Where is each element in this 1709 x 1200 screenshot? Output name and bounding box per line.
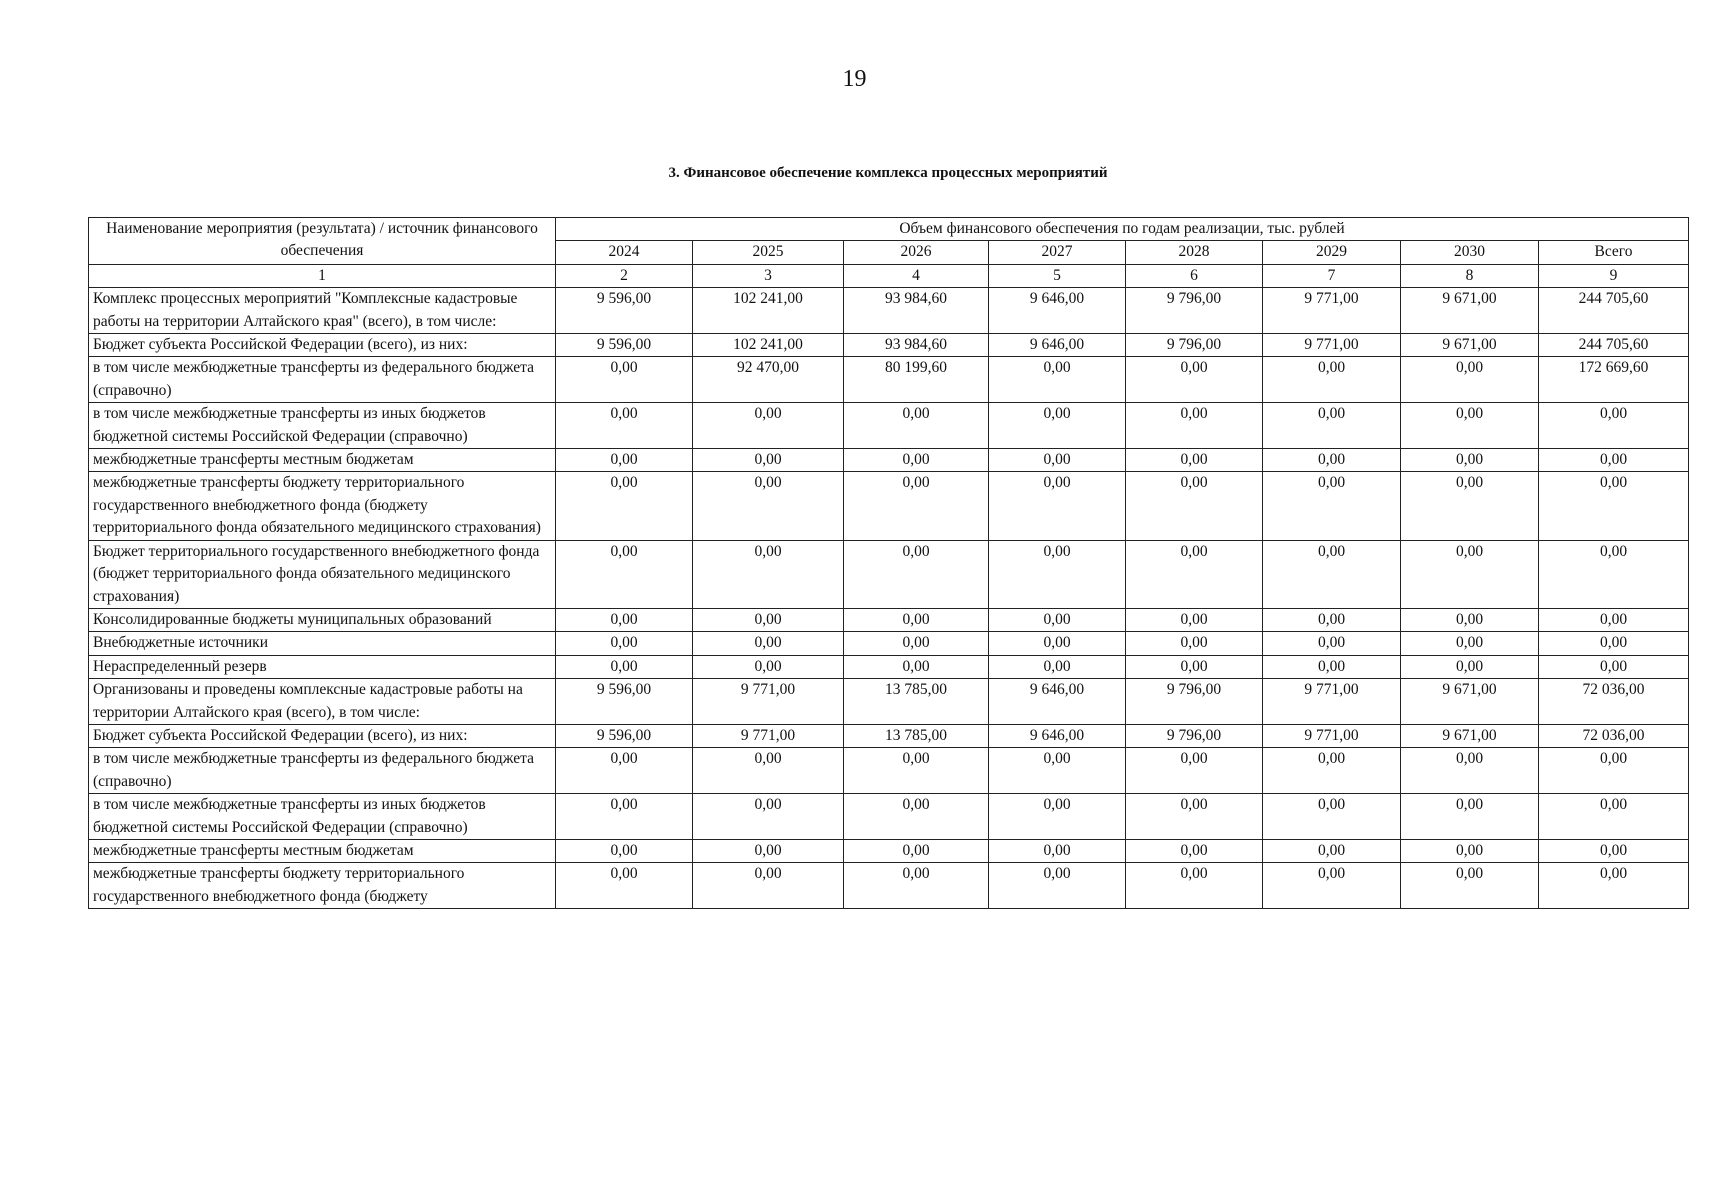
row-label: в том числе межбюджетные трансферты из иных бюджетов бюджетной системы Российской Федерации (справочно) <box>89 794 556 840</box>
total-header: Всего <box>1539 241 1689 264</box>
row-year-value: 0,00 <box>989 357 1126 403</box>
row-label: межбюджетные трансферты местным бюджетам <box>89 839 556 862</box>
table-row <box>89 724 1689 747</box>
table-row <box>89 540 1689 608</box>
row-year-value: 0,00 <box>989 449 1126 472</box>
row-year-value: 0,00 <box>1263 794 1401 840</box>
row-year-value: 0,00 <box>989 794 1126 840</box>
header-volume-cell: Объем финансового обеспечения по годам реализации, тыс. рублей <box>556 218 1689 241</box>
row-year-value: 0,00 <box>693 863 844 909</box>
column-number: 2 <box>556 264 693 287</box>
row-year-value: 0,00 <box>989 608 1126 631</box>
row-year-value: 13 785,00 <box>844 679 989 725</box>
section-title: 3. Финансовое обеспечение комплекса процессных мероприятий <box>668 165 1108 181</box>
row-year-value: 9 796,00 <box>1126 724 1263 747</box>
row-total-value: 0,00 <box>1539 794 1689 840</box>
row-year-value: 0,00 <box>556 863 693 909</box>
row-year-value: 9 671,00 <box>1401 334 1539 357</box>
year-header: 2028 <box>1126 241 1263 264</box>
row-total-value: 0,00 <box>1539 863 1689 909</box>
row-year-value: 0,00 <box>1126 655 1263 678</box>
row-year-value: 0,00 <box>989 839 1126 862</box>
table-row <box>89 357 1689 403</box>
row-year-value: 9 771,00 <box>1263 679 1401 725</box>
row-year-value: 0,00 <box>844 794 989 840</box>
row-label: в том числе межбюджетные трансферты из иных бюджетов бюджетной системы Российской Федерации (справочно) <box>89 403 556 449</box>
financing-table <box>88 217 1689 909</box>
table-row <box>89 334 1689 357</box>
row-label: Организованы и проведены комплексные кадастровые работы на территории Алтайского края (всего), в том числе: <box>89 679 556 725</box>
row-year-value: 9 596,00 <box>556 288 693 334</box>
year-header: 2029 <box>1263 241 1401 264</box>
table-row <box>89 449 1689 472</box>
row-year-value: 93 984,60 <box>844 334 989 357</box>
row-year-value: 0,00 <box>989 632 1126 655</box>
row-total-value: 0,00 <box>1539 655 1689 678</box>
row-year-value: 0,00 <box>556 632 693 655</box>
row-year-value: 0,00 <box>1401 748 1539 794</box>
row-year-value: 0,00 <box>989 863 1126 909</box>
row-year-value: 0,00 <box>1401 540 1539 608</box>
row-year-value: 0,00 <box>693 608 844 631</box>
row-year-value: 0,00 <box>1263 403 1401 449</box>
row-label: Нераспределенный резерв <box>89 655 556 678</box>
row-year-value: 0,00 <box>1126 863 1263 909</box>
row-year-value: 0,00 <box>1126 540 1263 608</box>
table-body <box>89 288 1689 909</box>
row-total-value: 0,00 <box>1539 839 1689 862</box>
row-year-value: 0,00 <box>1263 357 1401 403</box>
row-year-value: 0,00 <box>556 839 693 862</box>
row-year-value: 0,00 <box>1263 608 1401 631</box>
row-year-value: 9 671,00 <box>1401 724 1539 747</box>
row-label: в том числе межбюджетные трансферты из федерального бюджета (справочно) <box>89 748 556 794</box>
table-row <box>89 655 1689 678</box>
table-row <box>89 679 1689 725</box>
row-total-value: 0,00 <box>1539 472 1689 540</box>
row-total-value: 0,00 <box>1539 748 1689 794</box>
row-year-value: 80 199,60 <box>844 357 989 403</box>
row-total-value: 244 705,60 <box>1539 334 1689 357</box>
row-year-value: 102 241,00 <box>693 288 844 334</box>
row-year-value: 0,00 <box>989 655 1126 678</box>
row-year-value: 0,00 <box>1401 403 1539 449</box>
row-year-value: 0,00 <box>556 794 693 840</box>
row-year-value: 0,00 <box>1126 449 1263 472</box>
header-row-1 <box>89 218 1689 241</box>
row-label: Внебюджетные источники <box>89 632 556 655</box>
row-total-value: 72 036,00 <box>1539 679 1689 725</box>
row-year-value: 0,00 <box>1401 632 1539 655</box>
row-year-value: 13 785,00 <box>844 724 989 747</box>
row-year-value: 0,00 <box>844 839 989 862</box>
row-year-value: 9 771,00 <box>1263 334 1401 357</box>
row-year-value: 0,00 <box>1126 632 1263 655</box>
row-year-value: 0,00 <box>693 632 844 655</box>
row-year-value: 0,00 <box>844 863 989 909</box>
row-year-value: 0,00 <box>844 403 989 449</box>
row-year-value: 0,00 <box>844 540 989 608</box>
row-year-value: 0,00 <box>693 472 844 540</box>
row-total-value: 172 669,60 <box>1539 357 1689 403</box>
row-year-value: 0,00 <box>1263 748 1401 794</box>
page-number: 19 <box>842 66 867 92</box>
row-year-value: 0,00 <box>1401 357 1539 403</box>
row-year-value: 9 771,00 <box>1263 288 1401 334</box>
row-year-value: 9 646,00 <box>989 288 1126 334</box>
row-year-value: 0,00 <box>693 839 844 862</box>
row-year-value: 9 771,00 <box>693 679 844 725</box>
row-year-value: 9 671,00 <box>1401 288 1539 334</box>
row-year-value: 0,00 <box>844 449 989 472</box>
row-year-value: 9 671,00 <box>1401 679 1539 725</box>
row-label: Комплекс процессных мероприятий "Комплексные кадастровые работы на территории Алтайского края" (всего), в том числе: <box>89 288 556 334</box>
row-year-value: 9 771,00 <box>693 724 844 747</box>
row-year-value: 0,00 <box>844 608 989 631</box>
row-year-value: 0,00 <box>989 748 1126 794</box>
column-number: 4 <box>844 264 989 287</box>
row-year-value: 0,00 <box>1401 863 1539 909</box>
year-header: 2024 <box>556 241 693 264</box>
table-row <box>89 632 1689 655</box>
row-year-value: 9 596,00 <box>556 679 693 725</box>
row-year-value: 0,00 <box>989 472 1126 540</box>
row-year-value: 9 771,00 <box>1263 724 1401 747</box>
row-year-value: 0,00 <box>556 449 693 472</box>
row-year-value: 0,00 <box>844 472 989 540</box>
row-year-value: 0,00 <box>556 608 693 631</box>
row-year-value: 0,00 <box>1263 863 1401 909</box>
row-year-value: 0,00 <box>989 403 1126 449</box>
row-year-value: 0,00 <box>1401 794 1539 840</box>
row-year-value: 0,00 <box>1126 608 1263 631</box>
column-number: 1 <box>89 264 556 287</box>
row-label: в том числе межбюджетные трансферты из федерального бюджета (справочно) <box>89 357 556 403</box>
row-year-value: 0,00 <box>693 794 844 840</box>
row-year-value: 9 646,00 <box>989 334 1126 357</box>
row-total-value: 72 036,00 <box>1539 724 1689 747</box>
table-row <box>89 839 1689 862</box>
row-label: Бюджет территориального государственного внебюджетного фонда (бюджет территориального фонда обязательного медицинского страхования) <box>89 540 556 608</box>
row-year-value: 9 796,00 <box>1126 288 1263 334</box>
column-number: 9 <box>1539 264 1689 287</box>
row-year-value: 0,00 <box>1401 839 1539 862</box>
table-row <box>89 288 1689 334</box>
year-header: 2030 <box>1401 241 1539 264</box>
row-year-value: 0,00 <box>1126 472 1263 540</box>
row-label: межбюджетные трансферты бюджету территориального государственного внебюджетного фонда (бюджету территориального фонда обязательного медицинского страхования) <box>89 472 556 540</box>
row-label: Бюджет субъекта Российской Федерации (всего), из них: <box>89 334 556 357</box>
row-total-value: 0,00 <box>1539 449 1689 472</box>
table-row <box>89 748 1689 794</box>
row-year-value: 93 984,60 <box>844 288 989 334</box>
row-year-value: 0,00 <box>1263 839 1401 862</box>
row-year-value: 0,00 <box>556 472 693 540</box>
row-year-value: 0,00 <box>1263 540 1401 608</box>
row-year-value: 0,00 <box>844 632 989 655</box>
header-row-column-numbers <box>89 264 1689 287</box>
row-year-value: 102 241,00 <box>693 334 844 357</box>
row-year-value: 9 646,00 <box>989 724 1126 747</box>
row-year-value: 0,00 <box>1401 449 1539 472</box>
row-year-value: 92 470,00 <box>693 357 844 403</box>
row-year-value: 0,00 <box>693 449 844 472</box>
row-year-value: 0,00 <box>1263 449 1401 472</box>
table-row <box>89 472 1689 540</box>
row-year-value: 0,00 <box>1263 632 1401 655</box>
row-year-value: 9 596,00 <box>556 334 693 357</box>
row-total-value: 0,00 <box>1539 403 1689 449</box>
row-total-value: 0,00 <box>1539 540 1689 608</box>
row-year-value: 0,00 <box>556 403 693 449</box>
year-header: 2026 <box>844 241 989 264</box>
row-year-value: 0,00 <box>1263 655 1401 678</box>
row-year-value: 0,00 <box>556 540 693 608</box>
row-total-value: 0,00 <box>1539 608 1689 631</box>
table-row <box>89 794 1689 840</box>
row-year-value: 0,00 <box>989 540 1126 608</box>
row-year-value: 0,00 <box>556 357 693 403</box>
row-year-value: 9 646,00 <box>989 679 1126 725</box>
column-number: 5 <box>989 264 1126 287</box>
row-year-value: 0,00 <box>693 655 844 678</box>
table-row <box>89 608 1689 631</box>
row-year-value: 0,00 <box>556 655 693 678</box>
column-number: 8 <box>1401 264 1539 287</box>
row-year-value: 9 596,00 <box>556 724 693 747</box>
row-year-value: 0,00 <box>693 403 844 449</box>
year-header: 2027 <box>989 241 1126 264</box>
column-number: 6 <box>1126 264 1263 287</box>
year-header: 2025 <box>693 241 844 264</box>
row-year-value: 0,00 <box>1126 403 1263 449</box>
row-label: межбюджетные трансферты местным бюджетам <box>89 449 556 472</box>
row-label: Бюджет субъекта Российской Федерации (всего), из них: <box>89 724 556 747</box>
row-year-value: 0,00 <box>1126 839 1263 862</box>
row-year-value: 0,00 <box>844 655 989 678</box>
row-year-value: 0,00 <box>693 540 844 608</box>
row-year-value: 0,00 <box>1401 655 1539 678</box>
row-year-value: 0,00 <box>693 748 844 794</box>
header-name-cell: Наименование мероприятия (результата) / источник финансового обеспечения <box>89 218 556 265</box>
row-year-value: 0,00 <box>1126 794 1263 840</box>
row-year-value: 0,00 <box>1126 357 1263 403</box>
row-year-value: 0,00 <box>556 748 693 794</box>
row-total-value: 0,00 <box>1539 632 1689 655</box>
row-year-value: 0,00 <box>1263 472 1401 540</box>
row-year-value: 9 796,00 <box>1126 334 1263 357</box>
row-label: Консолидированные бюджеты муниципальных образований <box>89 608 556 631</box>
row-year-value: 0,00 <box>1126 748 1263 794</box>
column-number: 3 <box>693 264 844 287</box>
row-year-value: 0,00 <box>1401 472 1539 540</box>
row-total-value: 244 705,60 <box>1539 288 1689 334</box>
row-year-value: 9 796,00 <box>1126 679 1263 725</box>
column-number: 7 <box>1263 264 1401 287</box>
table-row <box>89 403 1689 449</box>
row-label: межбюджетные трансферты бюджету территориального государственного внебюджетного фонда (бюджету <box>89 863 556 909</box>
row-year-value: 0,00 <box>1401 608 1539 631</box>
table-row <box>89 863 1689 909</box>
row-year-value: 0,00 <box>844 748 989 794</box>
